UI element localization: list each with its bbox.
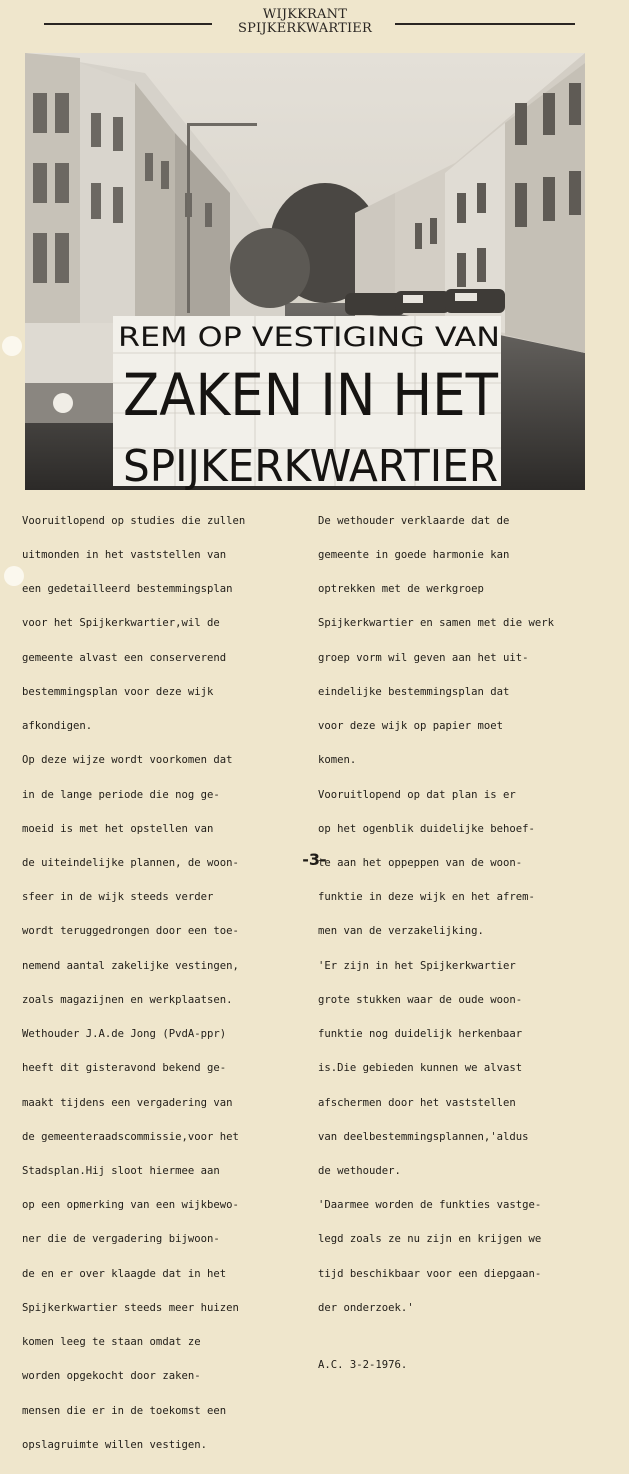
text-line: de en er over klaagde dat in het xyxy=(22,1267,227,1280)
text-line: Op deze wijze wordt voorkomen dat xyxy=(22,754,233,767)
article-left-column xyxy=(22,493,297,1474)
masthead-line-2: SPIJKERKWARTIER xyxy=(238,21,372,36)
text-line: de uiteindelijke plannen, de woon- xyxy=(22,857,239,869)
text-line: funktie in deze wijk en het afrem- xyxy=(318,891,535,904)
text-line: 'Daarmee worden de funkties vastge- xyxy=(318,1199,542,1212)
text-line: op het ogenblik duidelijke behoef- xyxy=(318,822,535,835)
text-line: worden opgekocht door zaken- xyxy=(22,1370,201,1383)
text-line: afkondigen. xyxy=(22,720,93,733)
masthead-rule-left xyxy=(44,23,212,25)
banner-line-3: SPIJKERKWARTIER xyxy=(123,441,498,490)
text-line: nemend aantal zakelijke vestingen, xyxy=(22,959,239,972)
text-line: uitmonden in het vaststellen van xyxy=(22,549,227,562)
article-right-column xyxy=(318,493,618,1394)
text-line: Wethouder J.A.de Jong (PvdA-ppr) xyxy=(22,1028,227,1041)
masthead xyxy=(0,8,629,44)
text-line: komen leeg te staan omdat ze xyxy=(22,1336,201,1349)
text-line: zoals magazijnen en werkplaatsen. xyxy=(22,993,233,1006)
text-line: voor het Spijkerkwartier,wil de xyxy=(22,617,220,630)
text-line: ner die de vergadering bijwoon- xyxy=(22,1233,220,1246)
text-line: op een opmerking van een wijkbewo- xyxy=(22,1199,239,1212)
text-line: bestemmingsplan voor deze wijk xyxy=(22,685,214,698)
text-line: gemeente in goede harmonie kan xyxy=(318,549,510,562)
text-line: funktie nog duidelijk herkenbaar xyxy=(318,1028,523,1041)
text-line: te aan het oppeppen van de woon- xyxy=(318,857,523,869)
page-number: -3- xyxy=(302,850,327,869)
masthead-title xyxy=(220,8,390,36)
masthead-rule-right xyxy=(395,23,575,25)
text-line: tijd beschikbaar voor een diepgaan- xyxy=(318,1267,542,1280)
text-line: de gemeenteraadscommissie,voor het xyxy=(22,1130,239,1143)
text-line: opslagruimte willen vestigen. xyxy=(22,1438,207,1451)
text-line: een gedetailleerd bestemmingsplan xyxy=(22,583,233,596)
text-line: men van de verzakelijking. xyxy=(318,925,484,938)
article-signature: A.C. 3-2-1976. xyxy=(318,1358,408,1371)
text-line: heeft dit gisteravond bekend ge- xyxy=(22,1062,227,1075)
masthead-line-1: WIJKKRANT xyxy=(262,7,348,22)
text-line: optrekken met de werkgroep xyxy=(318,583,484,596)
text-line: maakt tijdens een vergadering van xyxy=(22,1096,233,1109)
text-line: legd zoals ze nu zijn en krijgen we xyxy=(318,1233,542,1246)
banner-line-2: ZAKEN IN HET xyxy=(123,361,499,429)
text-line: de wethouder. xyxy=(318,1164,401,1177)
text-line: afschermen door het vaststellen xyxy=(318,1096,516,1109)
text-line: groep vorm wil geven aan het uit- xyxy=(318,651,529,664)
text-line: Vooruitlopend op dat plan is er xyxy=(318,788,516,801)
punch-hole-top xyxy=(2,336,22,356)
text-line: De wethouder verklaarde dat de xyxy=(318,514,510,527)
text-line: gemeente alvast een conserverend xyxy=(22,651,227,664)
street-photo xyxy=(25,53,585,490)
text-line: 'Er zijn in het Spijkerkwartier xyxy=(318,959,516,972)
text-line: der onderzoek.' xyxy=(318,1301,414,1314)
text-line: Stadsplan.Hij sloot hiermee aan xyxy=(22,1164,220,1177)
text-line: van deelbestemmingsplannen,'aldus xyxy=(318,1130,529,1143)
text-line: Spijkerkwartier steeds meer huizen xyxy=(22,1301,239,1314)
text-line: moeid is met het opstellen van xyxy=(22,822,214,835)
text-line: in de lange periode die nog ge- xyxy=(22,788,220,801)
text-line: komen. xyxy=(318,754,357,767)
text-line: Vooruitlopend op studies die zullen xyxy=(22,514,246,527)
text-line: mensen die er in de toekomst een xyxy=(22,1404,227,1417)
text-line: sfeer in de wijk steeds verder xyxy=(22,891,214,904)
punch-hole-bottom xyxy=(4,566,24,586)
text-line: wordt teruggedrongen door een toe- xyxy=(22,925,239,938)
banner-line-1: REM OP VESTIGING VAN xyxy=(118,322,500,353)
text-line: voor deze wijk op papier moet xyxy=(318,720,503,733)
text-line: is.Die gebieden kunnen we alvast xyxy=(318,1062,523,1075)
text-line: grote stukken waar de oude woon- xyxy=(318,993,523,1006)
text-line: eindelijke bestemmingsplan dat xyxy=(318,685,510,698)
text-line: Spijkerkwartier en samen met die werk xyxy=(318,617,554,630)
